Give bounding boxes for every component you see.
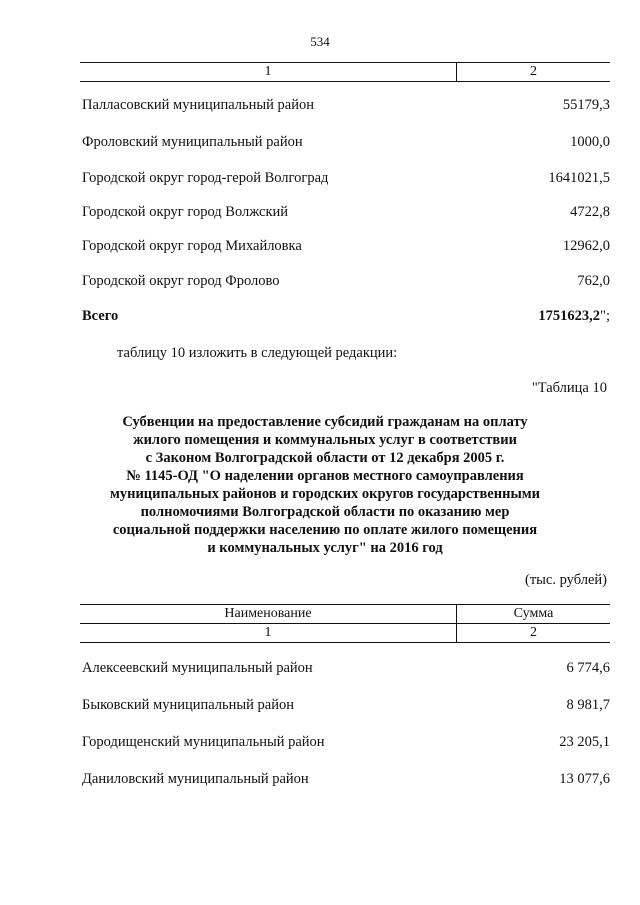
amount-value: 8 981,7 [566, 697, 610, 713]
total-row [82, 308, 610, 325]
table-row [82, 660, 610, 677]
region-name: Фроловский муниципальный район [82, 134, 303, 150]
heading-line: полномочиями Волгоградской области по оказанию мер [140, 504, 510, 520]
region-name: Городской округ город Фролово [82, 273, 280, 289]
units-label: (тыс. рублей) [525, 572, 607, 588]
instruction-text: таблицу 10 изложить в следующей редакции: [117, 345, 398, 361]
table-row [82, 273, 610, 290]
table-label: "Таблица 10 [531, 380, 607, 396]
total-value: 1751623,2 [538, 308, 601, 324]
region-name: Городской округ город Волжский [82, 204, 289, 220]
table-row [82, 134, 610, 151]
region-name: Городищенский муниципальный район [82, 734, 325, 750]
region-name: Городской округ город Михайловка [82, 238, 302, 254]
heading-line: социальной поддержки населению по оплате жилого помещения [112, 522, 538, 538]
amount-value: 6 774,6 [566, 660, 610, 676]
amount-value: 762,0 [577, 273, 610, 289]
amount-value: 12962,0 [562, 238, 610, 254]
heading-line: с Законом Волгоградской области от 12 декабря 2005 г. [145, 450, 505, 466]
column-header-sum: Сумма [457, 605, 611, 624]
total-suffix: "; [600, 308, 610, 324]
table-heading [90, 413, 560, 557]
heading-line: жилого помещения и коммунальных услуг в соответствии [133, 432, 517, 448]
table-row [82, 97, 610, 114]
heading-line: и коммунальных услуг" на 2016 год [207, 540, 443, 556]
amount-value: 1000,0 [570, 134, 610, 150]
column-number-cell: 1 [80, 63, 457, 82]
column-number-cell: 2 [457, 624, 611, 643]
region-name: Алексеевский муниципальный район [82, 660, 313, 676]
region-name: Городской округ город-герой Волгоград [82, 170, 329, 186]
table-row [82, 204, 610, 221]
heading-line: Субвенции на предоставление субсидий гражданам на оплату [122, 414, 528, 430]
page-number: 534 [310, 34, 330, 49]
heading-line: муниципальных районов и городских округов государственными [109, 486, 541, 502]
column-number-cell: 1 [80, 624, 457, 643]
amount-value: 55179,3 [562, 97, 610, 113]
total-label: Всего [82, 308, 119, 324]
heading-line: № 1145-ОД "О наделении органов местного самоуправления [126, 468, 524, 484]
table-row [82, 697, 610, 714]
column-number-cell: 2 [457, 63, 611, 82]
region-name: Палласовский муниципальный район [82, 97, 314, 113]
table-row [82, 170, 610, 187]
region-name: Даниловский муниципальный район [82, 771, 309, 787]
top-table-header [80, 62, 610, 82]
table-row [82, 771, 610, 788]
table-row [82, 734, 610, 751]
amount-value: 1641021,5 [548, 170, 610, 186]
column-header-name: Наименование [80, 605, 457, 624]
amount-value: 13 077,6 [559, 771, 610, 787]
bottom-table-header [80, 604, 610, 643]
region-name: Быковский муниципальный район [82, 697, 294, 713]
amount-value: 23 205,1 [559, 734, 610, 750]
amount-value: 4722,8 [570, 204, 610, 220]
table-row [82, 238, 610, 255]
